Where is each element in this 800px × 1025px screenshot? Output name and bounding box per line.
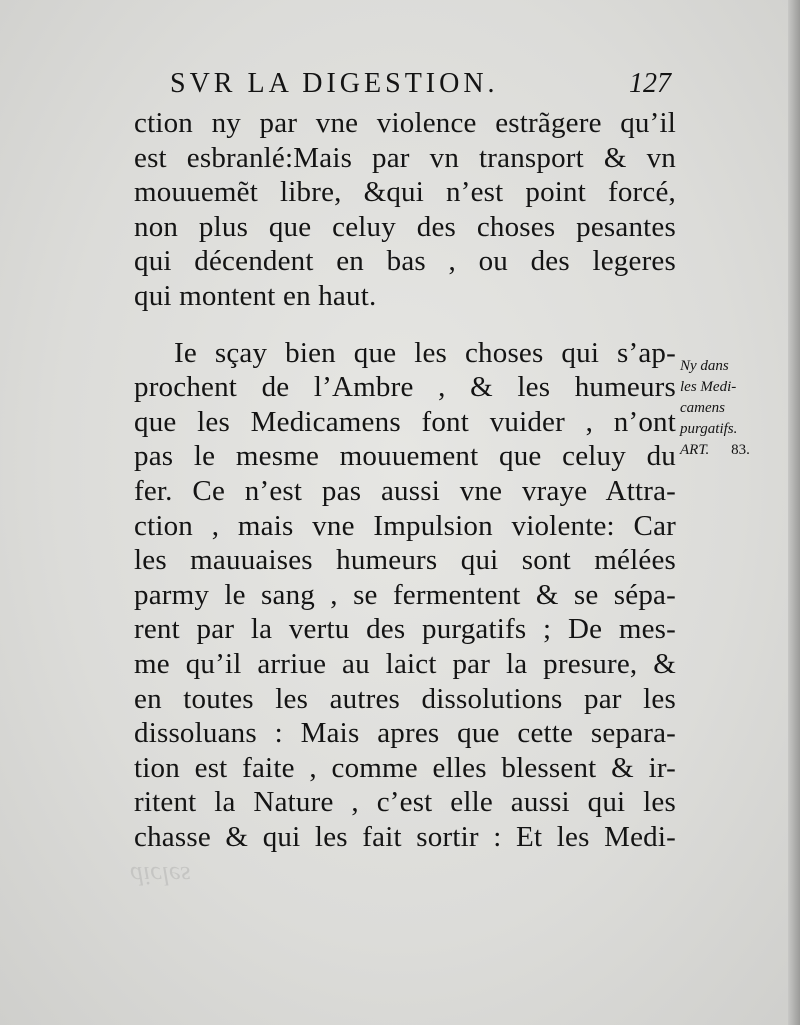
running-title: SVR LA DIGESTION. — [170, 68, 499, 99]
text-line: en toutes les autres dissolutions par les — [134, 682, 676, 715]
page-header — [150, 64, 675, 104]
paragraph-gap — [134, 314, 676, 336]
margin-note-line: les Medi- — [680, 379, 737, 395]
article-number: 83. — [731, 442, 750, 458]
text-line: mouuemẽt libre, &qui n’est point forcé, — [134, 176, 676, 209]
margin-note — [680, 356, 790, 461]
page-number: 127 — [629, 68, 671, 99]
text-line: pas le mesme mouuement que celuy du — [134, 440, 676, 473]
text-line: me qu’il arriue au laict par la presure, & — [134, 647, 676, 680]
text-line: fer. Ce n’est pas aussi vne vraye Attra- — [134, 474, 676, 507]
text-line: parmy le sang , se fermentent & se sépa- — [134, 578, 676, 611]
margin-note-line: purgatifs. — [680, 421, 738, 437]
text-line: prochent de l’Ambre , & les humeurs — [134, 371, 676, 404]
text-line: Ie sçay bien que les choses qui s’ap- — [174, 336, 676, 369]
body-text — [134, 106, 676, 854]
text-line: ritent la Nature , c’est elle aussi qui les — [134, 786, 676, 819]
margin-note-line: camens — [680, 400, 725, 416]
article-reference — [680, 440, 790, 461]
text-line: les mauuaises humeurs qui sont mélées — [134, 544, 676, 577]
text-line: est esbranlé:Mais par vn transport & vn — [134, 141, 676, 174]
text-line: que les Medicamens font vuider , n’ont — [134, 405, 676, 438]
text-line: qui montent en haut. — [134, 279, 377, 312]
text-line: qui décendent en bas , ou des legeres — [134, 245, 676, 278]
text-line: tion est faite , comme elles blessent & ir- — [134, 751, 676, 784]
text-line: chasse & qui les fait sortir : Et les Medi- — [134, 820, 676, 853]
article-label: ART. — [680, 442, 710, 458]
text-line: ction , mais vne Impulsion violente: Car — [134, 509, 676, 542]
text-line: dissoluans : Mais apres que cette separa- — [134, 717, 676, 750]
text-line: rent par la vertu des purgatifs ; De mes- — [134, 613, 676, 646]
text-line: ction ny par vne violence estrãgere qu’il — [134, 107, 676, 139]
bleed-through-text: dicles — [130, 861, 191, 890]
margin-note-line: Ny dans — [680, 358, 729, 374]
text-line: non plus que celuy des choses pesantes — [134, 210, 676, 243]
page-edge-shadow — [788, 0, 800, 1025]
